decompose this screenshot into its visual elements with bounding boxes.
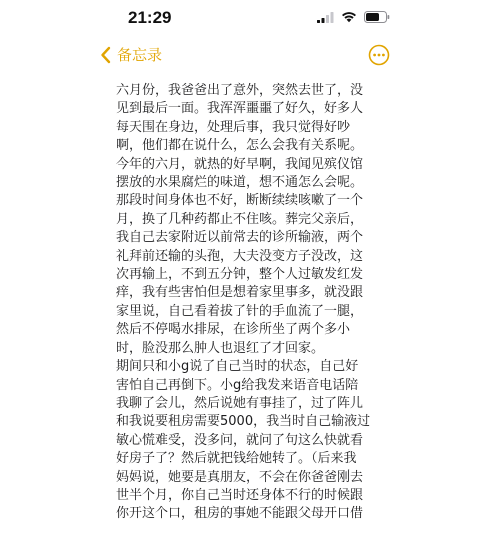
note-line: 摆放的水果腐烂的味道，想不通怎么会呢。 (116, 175, 364, 191)
back-button-label: 备忘录 (117, 46, 163, 64)
note-line: 期间只和小g说了自己当时的状态，自己好 (116, 359, 359, 375)
note-line: 好房子了？然后就把钱给她转了。（后来我 (116, 451, 357, 467)
note-line: 今年的六月，就热的好早啊，我闻见殡仪馆 (116, 156, 364, 172)
status-bar (0, 0, 500, 40)
nav-bar (0, 40, 500, 76)
note-line: 痒，我有些害怕但是想着家里事多，就没跟 (116, 285, 364, 301)
note-line: 每天围在身边，处理后事，我只觉得好吵 (116, 119, 351, 135)
note-body[interactable] (116, 82, 388, 524)
note-line: 次再输上，不到五分钟，整个人过敏发红发 (116, 267, 364, 283)
status-icons (317, 11, 390, 23)
note-line: 时，脸没那么肿人也退红了才回家。 (116, 340, 325, 356)
note-line: 六月份，我爸爸出了意外，突然去世了，没 (116, 83, 364, 98)
more-button[interactable] (368, 44, 390, 66)
back-button[interactable] (100, 44, 162, 65)
note-line: 啊，他们都在说什么，怎么会我有关系呢。 (116, 138, 364, 154)
note-line: 见到最后一面。我浑浑噩噩了好久，好多人 (116, 101, 364, 117)
note-line: 然后不停喝水排尿，在诊所坐了两个多小 (116, 322, 351, 338)
note-line: 家里说，自己看着拔了针的手血流了一腿， (116, 303, 364, 319)
status-time: 21:29 (128, 8, 172, 27)
note-line: 妈妈说，她要是真朋友，不会在你爸爸刚去 (116, 469, 364, 485)
note-line: 你开这个口，租房的事她不能跟父母开口借 (116, 506, 364, 522)
note-line: 礼拜前还输的头孢，大夫没变方子没改，这 (116, 248, 364, 264)
wifi-icon (341, 11, 357, 23)
note-line: 我自己去家附近以前常去的诊所输液，两个 (116, 230, 364, 246)
note-line: 害怕自己再倒下。小g给我发来语音电话陪 (116, 377, 359, 393)
note-line: 月，换了几种药都止不住咳。葬完父亲后， (116, 211, 364, 227)
battery-icon (364, 11, 390, 23)
cellular-signal-icon (317, 12, 334, 23)
note-line: 那段时间身体也不好，断断续续咳嗽了一个 (116, 193, 364, 209)
chevron-left-icon (100, 46, 111, 64)
note-line: 和我说要租房需要5000，我当时自己输液过 (116, 414, 371, 430)
note-line: 我聊了会儿，然后说她有事挂了，过了阵儿 (116, 395, 364, 411)
note-line: 世半个月，你自己当时还身体不行的时候跟 (116, 487, 364, 503)
more-icon (368, 44, 390, 66)
note-line: 敏心慌难受，没多问，就问了句这么快就看 (116, 432, 364, 448)
